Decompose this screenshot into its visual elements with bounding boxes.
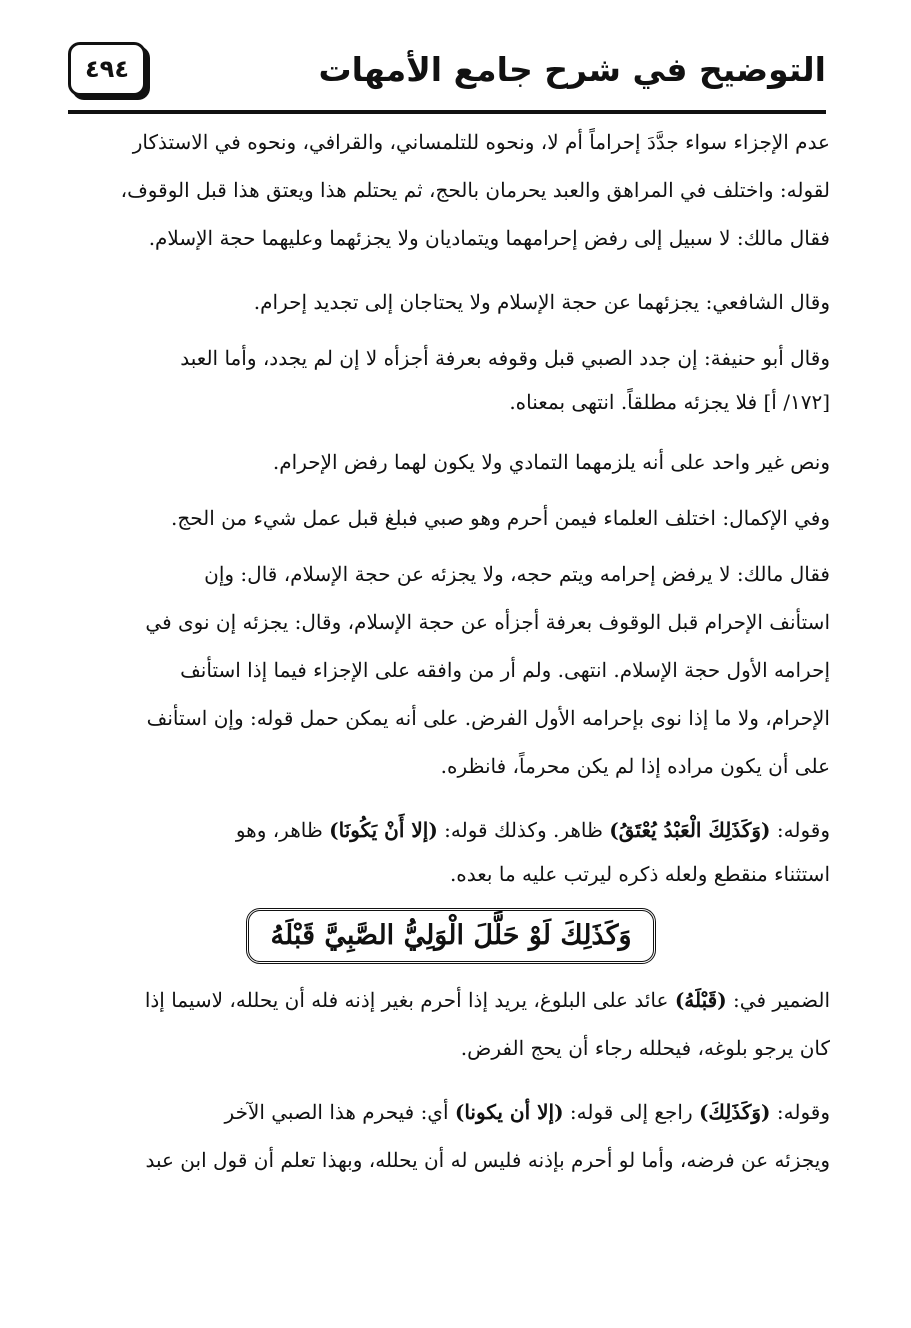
quoted-matn: (قَبْلَهُ) bbox=[674, 988, 727, 1012]
text-line: إحرامه الأول حجة الإسلام. انتهى. ولم أر من وافقه على الإجزاء فيما إذا استأنف bbox=[180, 658, 830, 682]
paragraph bbox=[72, 278, 830, 326]
text-line: لقوله: واختلف في المراهق والعبد يحرمان بالحج، ثم يحتلم هذا ويعتق هذا قبل الوقوف، bbox=[120, 178, 830, 202]
page-body bbox=[72, 118, 830, 1184]
quoted-matn: (وَكَذَلِكَ) bbox=[698, 1100, 771, 1124]
text-line: وقال أبو حنيفة: إن جدد الصبي قبل وقوفه بعرفة أجزأه لا إن لم يجدد، وأما العبد bbox=[180, 346, 830, 370]
text-line: وقوله: (وَكَذَلِكَ) راجع إلى قوله: (إلا أن يكونا) أي: فيحرم هذا الصبي الآخر bbox=[224, 1100, 830, 1124]
book-title: التوضيح في شرح جامع الأمهات bbox=[318, 50, 826, 89]
text-line: [١٧٢/ أ] فلا يجزئه مطلقاً. انتهى بمعناه. bbox=[509, 390, 830, 414]
paragraph bbox=[72, 550, 830, 790]
text-line: فقال مالك: لا سبيل إلى رفض إحرامهما ويتماديان ولا يجزئهما وعليهما حجة الإسلام. bbox=[148, 226, 830, 250]
text-line: فقال مالك: لا يرفض إحرامه ويتم حجه، ولا يجزئه عن حجة الإسلام، قال: وإن bbox=[204, 562, 830, 586]
page-header bbox=[68, 42, 826, 114]
text-line: الضمير في: (قَبْلَهُ) عائد على البلوغ، يريد إذا أحرم بغير إذنه فله أن يحلله، لاسيما إذا bbox=[144, 988, 830, 1012]
quoted-matn: (إلا أَنْ يَكُونَا) bbox=[329, 818, 438, 842]
section-heading: وَكَذَلِكَ لَوْ حَلَّلَ الْوَلِيُّ الصَّبِيَّ قَبْلَهُ bbox=[246, 908, 657, 964]
paragraph bbox=[72, 976, 830, 1072]
paragraph bbox=[72, 806, 830, 894]
text-line: وقال الشافعي: يجزئهما عن حجة الإسلام ولا يحتاجان إلى تجديد إحرام. bbox=[253, 290, 830, 314]
text-line: ويجزئه عن فرضه، وأما لو أحرم بإذنه فليس له أن يحلله، وبهذا تعلم أن قول ابن عبد bbox=[145, 1148, 830, 1172]
page-number: ٤٩٤ bbox=[68, 42, 146, 96]
header-divider bbox=[68, 110, 826, 114]
text-line: استأنف الإحرام قبل الوقوف بعرفة أجزأه عن حجة الإسلام، وقال: يجزئه إن نوى في bbox=[145, 610, 830, 634]
section-heading-wrap bbox=[72, 908, 830, 964]
text-line: الإحرام، ولا ما إذا نوى بإحرامه الأول الفرض. على أنه يمكن حمل قوله: وإن استأنف bbox=[146, 706, 830, 730]
paragraph bbox=[72, 334, 830, 422]
text-line: كان يرجو بلوغه، فيحلله رجاء أن يحج الفرض. bbox=[460, 1036, 830, 1060]
paragraph bbox=[72, 1088, 830, 1184]
paragraph bbox=[72, 438, 830, 486]
text-line: على أن يكون مراده إذا لم يكن محرماً، فانظره. bbox=[440, 754, 830, 778]
text-line: عدم الإجزاء سواء جدَّدَ إحراماً أم لا، ونحوه للتلمساني، والقرافي، ونحوه في الاستذكار bbox=[132, 130, 830, 154]
text-line: ونص غير واحد على أنه يلزمهما التمادي ولا يكون لهما رفض الإحرام. bbox=[272, 450, 830, 474]
paragraph bbox=[72, 494, 830, 542]
text-line: وفي الإكمال: اختلف العلماء فيمن أحرم وهو صبي فبلغ قبل عمل شيء من الحج. bbox=[171, 506, 830, 530]
quoted-matn: (إلا أن يكونا) bbox=[454, 1100, 564, 1124]
text-line: استثناء منقطع ولعله ذكره ليرتب عليه ما بعده. bbox=[449, 862, 830, 886]
paragraph bbox=[72, 118, 830, 262]
quoted-matn: (وَكَذَلِكَ الْعَبْدُ يُعْتَقُ) bbox=[609, 818, 771, 842]
text-line: وقوله: (وَكَذَلِكَ الْعَبْدُ يُعْتَقُ) ظاهر. وكذلك قوله: (إلا أَنْ يَكُونَا) ظاهر، وهو bbox=[235, 818, 830, 842]
